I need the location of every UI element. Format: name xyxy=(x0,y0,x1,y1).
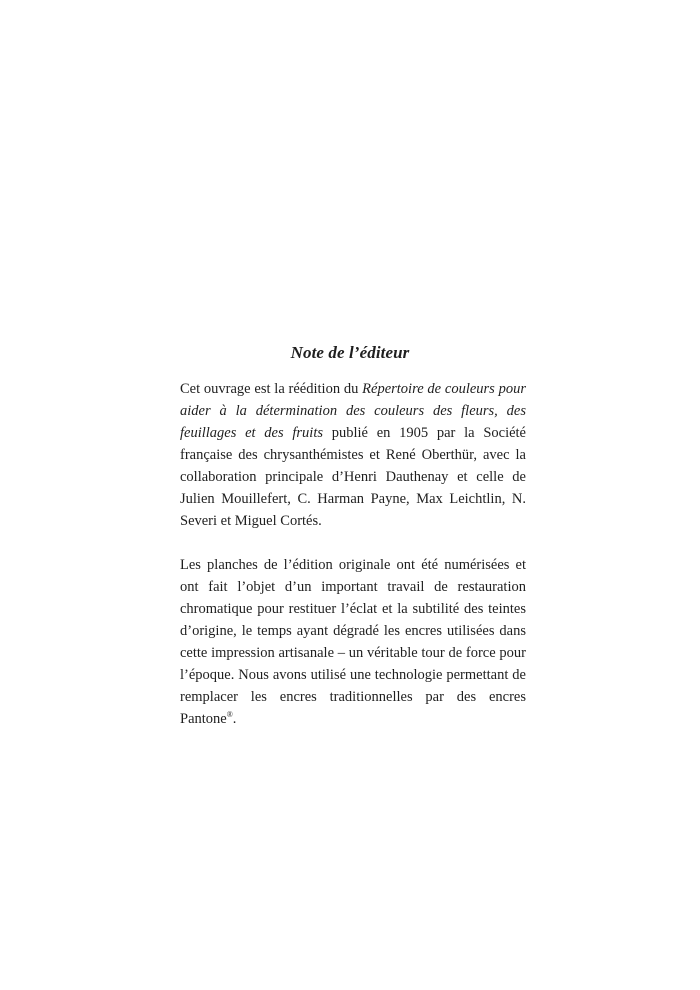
intro-text: Cet ouvrage est la réédition du xyxy=(180,381,363,397)
paragraph-restoration xyxy=(180,554,526,730)
note-body xyxy=(180,378,526,730)
book-title: Répertoire de couleurs pour aider à la détermination des couleurs des fleurs, des feuillages et des fruits xyxy=(180,381,526,441)
registered-trademark-symbol: ® xyxy=(226,710,233,720)
paragraph-reissue xyxy=(180,378,526,532)
page-title: Note de l’éditeur xyxy=(290,343,410,363)
restoration-text: Les planches de l’édition originale ont été numérisées et ont fait l’objet d’un important travail de restauration chromatique pour restituer l’éclat et la subtilité des teintes d’origine, le temps ayant dégradé les encres utilisées dans cette impression artisanale – un véritable tour de force pour l’époque. Nous avons utilisé une technologie permettant de remplacer les encres traditionnelles par des encres Pantone xyxy=(180,557,526,727)
sentence-ending: . xyxy=(232,711,237,727)
publication-text: publié en 1905 par la Société française des chrysanthémistes et René Oberthür, avec la collaboration principale d’Henri Dauthenay et celle de Julien Mouillefert, C. Harman Payne, Max Leichtlin, N. Severi et Miguel Cortés. xyxy=(180,425,526,529)
